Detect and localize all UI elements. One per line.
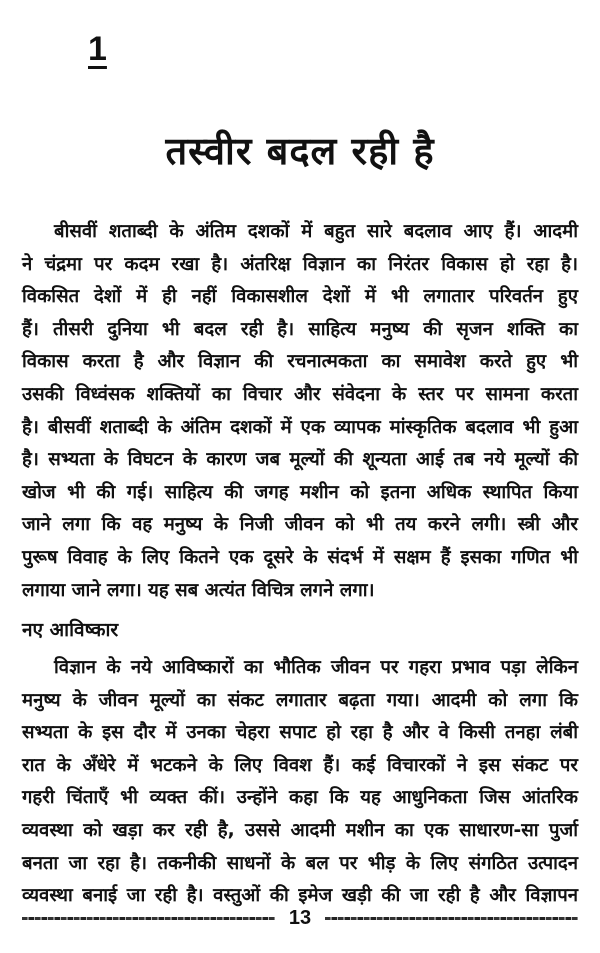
- text-line-content: व्यवस्था बनाई जा रही है। वस्तुओं की इमेज खड़ी की जा रही है और विज्ञापन: [22, 885, 578, 907]
- text-line-content: जाने लगा कि वह मनुष्य के निजी जीवन को भी तय करने लगी। स्त्री और: [22, 514, 578, 536]
- paragraph-2: [22, 652, 578, 913]
- text-line-content: मनुष्य के जीवन मूल्यों का संकट लगातार बढ़ता गया। आदमी को लगा कि: [22, 689, 578, 711]
- text-line-content: खोज भी की गई। साहित्य की जगह मशीन को इतना अधिक स्थापित किया: [22, 481, 578, 503]
- text-line-content: है। बीसवीं शताब्दी के अंतिम दशकों में एक व्यापक मांस्कृतिक बदलाव भी हुआ: [22, 416, 578, 438]
- text-line-content: विकसित देशों में ही नहीं विकासशील देशों में भी लगातार परिवर्तन हुए: [22, 286, 578, 308]
- text-line-content: बीसवीं शताब्दी के अंतिम दशकों में बहुत सारे बदलाव आए हैं। आदमी: [54, 221, 578, 242]
- text-line: [22, 346, 578, 379]
- text-line: [22, 575, 578, 608]
- text-line-content: सभ्यता के इस दौर में उनका चेहरा सपाट हो रहा है और वे किसी तनहा लंबी: [22, 722, 578, 744]
- text-line-content: विकास करता है और विज्ञान की रचनात्मकता का समावेश करते हुए भी: [22, 351, 578, 373]
- chapter-title: तस्वीर बदल रही है: [165, 129, 435, 173]
- text-line: [22, 685, 578, 718]
- text-line: [22, 509, 578, 542]
- page-number: 13: [288, 906, 312, 929]
- text-line: [22, 216, 578, 249]
- text-line: [22, 314, 578, 347]
- text-line: [22, 750, 578, 783]
- section-heading: नए आविष्कार: [22, 619, 119, 641]
- text-line: [22, 848, 578, 881]
- text-line-content: बनता जा रहा है। तकनीकी साधनों के बल पर भीड़ के लिए संगठित उत्पादन: [22, 852, 578, 874]
- paragraph-1: [22, 216, 578, 607]
- text-line-content: ने चंद्रमा पर कदम रखा है। अंतरिक्ष विज्ञान का निरंतर विकास हो रहा है।: [22, 253, 578, 275]
- text-line-content: गहरी चिंताएँ भी व्यक्त कीं। उन्होंने कहा कि यह आधुनिकता जिस आंतरिक: [22, 787, 578, 809]
- text-line: [22, 652, 578, 685]
- text-line-content: विज्ञान के नये आविष्कारों का भौतिक जीवन पर गहरा प्रभाव पड़ा लेकिन: [54, 657, 578, 678]
- text-line: [22, 444, 578, 477]
- text-line: [22, 249, 578, 282]
- page-footer: [22, 906, 578, 930]
- text-line-content: व्यवस्था को खड़ा कर रही है, उससे आदमी मशीन का एक साधारण-सा पुर्जा: [22, 819, 578, 841]
- text-line: [22, 717, 578, 750]
- text-line-content: लगाया जाने लगा। यह सब अत्यंत विचित्र लगने लगा।: [22, 579, 375, 601]
- text-line-content: रात के अँधेरे में भटकने के लिए विवश हैं। कई विचारकों ने इस संकट पर: [22, 754, 578, 776]
- chapter-number: 1: [88, 30, 107, 68]
- footer-rule-left: [22, 917, 275, 920]
- text-line: [22, 379, 578, 412]
- text-line: [22, 542, 578, 575]
- text-line-content: पुरूष विवाह के लिए कितने एक दूसरे के संदर्भ में सक्षम हैं इसका गणित भी: [22, 546, 578, 568]
- text-line-content: है। सभ्यता के विघटन के कारण जब मूल्यों की शून्यता आई तब नये मूल्यों की: [22, 449, 578, 471]
- text-line: [22, 281, 578, 314]
- text-line-content: उसकी विध्वंसक शक्तियों का विचार और संवेदना के स्तर पर सामना करता: [22, 383, 578, 405]
- text-line: [22, 412, 578, 445]
- footer-rule-right: [325, 917, 578, 920]
- text-line-content: हैं। तीसरी दुनिया भी बदल रही है। साहित्य मनुष्य की सृजन शक्ति का: [22, 318, 578, 340]
- text-line: [22, 815, 578, 848]
- text-line: [22, 782, 578, 815]
- text-line: [22, 477, 578, 510]
